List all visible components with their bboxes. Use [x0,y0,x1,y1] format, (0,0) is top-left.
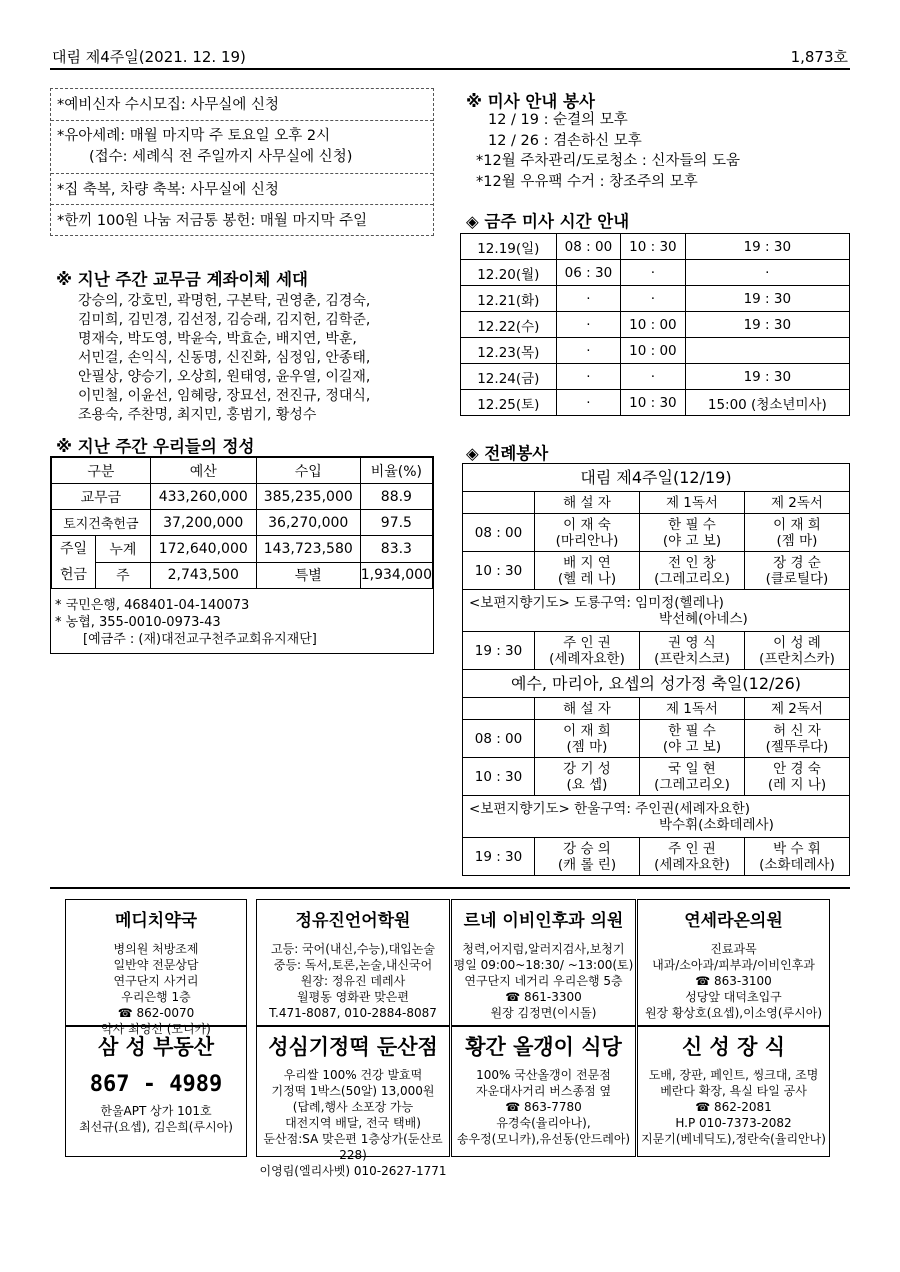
mass-cell: · [556,312,620,338]
altar-table: 대림 제4주일(12/19) 해 설 자 제 1독서 제 2독서 08 : 00 이 재 숙 (마리안나) 한 필 수 (야 고 보) 이 재 희 (젬 마) 10 : 30 배 지 연 (헬 레 나) 전 인 창 (그레고리오) 장 경 순 (클로틸다) <보편지향기도> 도룡구역: 임미정(헬레나) 박선혜(아네스) 19 : 30 주 인 권 (세례자요한) 권 영 식 (프란치스코) 이 성 례 (프란치스카) 예수, 마리아, 요셉의 성가정 축일(12/26) 해 설 자 제 1독서 제 2독서 08 : 00 이 재 희 (젬 마) 한 필 수 (야 고 보) 허 신 자 (젤뚜루다) 10 : 30 강 기 성 (요 셉) 국 일 현 (그레고리오) 안 경 숙 (레 지 나) <보편지향기도> 한울구역: 주인권(세례자요한) 박수휘(소화데레사) 19 : 30 강 승 의 (캐 롤 린) 주 인 권 (세례자요한) 박 수 휘 (소화데레사) [462,463,850,876]
service-list: 12 / 19 : 순결의 모후 12 / 26 : 겸손하신 모후 *12월 주차관리/도로청소 : 신자들의 도움 *12월 우유팩 수거 : 창조주의 모후 [476,112,741,190]
ad-title: 르네 이비인후과 의원 [463,911,624,931]
page-header [50,44,850,70]
transfer-title: ※ 지난 주간 교무금 계좌이체 세대 [56,270,308,289]
mass-cell: 10 : 30 [621,390,685,416]
ad-line: 우리은행 1층 [121,990,191,1004]
notice-item: *한끼 100원 나눔 저금통 봉헌: 매월 마지막 주일 [57,213,368,229]
mass-cell: 06 : 30 [556,260,620,286]
ad-line: ☎ 861-3300 [505,990,582,1004]
ad-line: 진료과목 [710,942,757,956]
ad-line: 중등: 독서,토론,논술,내신국어 [273,958,433,972]
transfer-names: 강승의, 강호민, 곽명헌, 구본탁, 권영춘, 김경숙, 김미희, 김민경, 김선정, 김승래, 김지헌, 김학준, 명재숙, 박도영, 박윤숙, 박효순, 배지연, 박훈, 서민걸, 손익식, 신동명, 신진화, 심정임, 안종태, 안필상, 양승기, 오상희, 원태영, 윤우열, 이길재, 이민철, 이윤선, 임혜랑, 장묘선, 전진규, 정대식, 조용숙, 주찬명, 최지민, 홍범기, 황성수 [78,293,371,423]
mass-cell: 12.21(화) [461,286,557,312]
ad-line: 지문기(베네딕도),정란숙(율리안나) [641,1132,826,1146]
ad-line: ☎ 862-2081 [695,1100,772,1114]
mass-cell: 12.19(일) [461,234,557,260]
ad-title: 삼 성 부동산 [97,1035,215,1059]
ad-box [637,1026,830,1157]
ad-box [256,1026,450,1178]
mass-row [461,286,850,312]
ad-line: 월평동 영화관 맞은편 [297,990,409,1004]
notice-item: *집 축복, 차량 축복: 사무실에 신청 [51,174,433,205]
ad-line: 우리쌀 100% 건강 발효떡 [283,1068,423,1082]
mass-cell: 10 : 30 [621,234,685,260]
ad-line: 원장 황상호(요셉),이소영(루시아) [644,1006,823,1020]
mass-row [461,234,850,260]
mass-title: ◈ 금주 미사 시간 안내 [466,212,630,231]
offering-title: ※ 지난 주간 우리들의 정성 [56,437,255,456]
mass-cell: 12.22(수) [461,312,557,338]
ad-title: 메디치약국 [114,911,198,931]
ad-title: 정유진언어학원 [295,911,411,931]
ad-line: 일반약 전문상담 [113,958,199,972]
mass-cell: · [621,286,685,312]
ad-line: 병의원 처방조제 [113,942,199,956]
mass-cell: 10 : 00 [621,338,685,364]
ad-title: 황간 올갱이 식당 [465,1035,622,1059]
mass-cell: 12.20(월) [461,260,557,286]
ad-line: 내과/소아과/피부과/이비인후과 [652,958,815,972]
ad-line: 도배, 장판, 페인트, 씽크대, 조명 [648,1068,819,1082]
mass-row [461,390,850,416]
ad-line: 베란다 확장, 욕실 타일 공사 [660,1084,807,1098]
mass-row [461,260,850,286]
mass-row [461,338,850,364]
mass-cell: 12.23(목) [461,338,557,364]
offering-table: 구분 예산 수입 비율(%) 교무금 433,260,000 385,235,000 88.9 토지건축헌금 37,200,000 36,270,000 97.5 주일 헌금 누계 172,640,000 143,723,580 83.3 주 2,743,500 특별 1,934,000 [51,457,433,589]
ad-line: 청력,어지럼,알러지검사,보청기 [462,942,625,956]
issue-number: 1,873호 [790,48,848,66]
mass-cell: 12.24(금) [461,364,557,390]
mass-cell: 19 : 30 [685,312,849,338]
ad-line: 연구단지 네거리 우리은행 5층 [464,974,623,988]
ad-line: 약사 최영선 (모니카) [101,1022,211,1036]
altar-title: ◈ 전례봉사 [466,444,549,463]
notice-box [50,88,434,236]
mass-cell: 19 : 30 [685,234,849,260]
mass-cell: 19 : 30 [685,286,849,312]
ad-box [65,899,247,1036]
mass-cell: · [621,260,685,286]
ad-line: 최선규(요셉), 김은희(루시아) [79,1120,233,1134]
ad-line: 이영림(엘리사벳) 010-2627-1771 [259,1164,447,1178]
ad-line: 둔산점:SA 맞은편 1층상가(둔산로 228) [263,1132,443,1162]
ad-line: ☎ 863-7780 [505,1100,582,1114]
mass-cell: 19 : 30 [685,364,849,390]
ad-line: H.P 010-7373-2082 [675,1116,792,1130]
ad-line: T.471-8087, 010-2884-8087 [269,1006,437,1020]
bank-notes: * 국민은행, 468401-04-140073 * 농협, 355-0010-0973-43 [예금주 : (재)대전교구천주교회유지재단] [55,598,317,647]
ad-line: 대전지역 배달, 전국 택배) [285,1116,421,1130]
issue-date: 대림 제4주일(2021. 12. 19) [52,48,246,66]
mass-cell: · [556,338,620,364]
mass-cell: 10 : 00 [621,312,685,338]
ad-line: 평일 09:00~18:30/ ~13:00(토) [453,958,634,972]
ads-divider [50,887,850,889]
ad-line: 고등: 국어(내신,수능),대입논술 [271,942,435,956]
mass-row [461,364,850,390]
ad-line: 867 - 4989 [89,1072,223,1097]
mass-table [460,233,850,416]
ad-line: 원장 김정면(이시돌) [490,1006,597,1020]
ad-box [637,899,830,1026]
ad-line: 한울APT 상가 101호 [100,1104,212,1118]
ad-line: ☎ 863-3100 [695,974,772,988]
notice-item: *유아세례: 매월 마지막 주 토요일 오후 2시 (접수: 세례식 전 주일까지 사무실에 신청) [51,121,433,174]
mass-cell: · [685,260,849,286]
ad-line: 성당앞 대덕초입구 [685,990,782,1004]
ad-line: 송우정(모니카),유선동(안드레아) [456,1132,631,1146]
ad-line: 원장: 정유진 데레사 [300,974,406,988]
mass-cell: 15:00 (청소년미사) [685,390,849,416]
ad-line: 100% 국산올갱이 전문점 [476,1068,611,1082]
ad-line: 유경숙(율리아나), [496,1116,591,1130]
mass-cell: · [621,364,685,390]
ad-title: 성심기정떡 둔산점 [268,1035,438,1059]
mass-cell: · [556,364,620,390]
ad-line: 자운대사거리 버스종점 옆 [475,1084,612,1098]
ad-title: 연세라온의원 [684,911,783,931]
ad-box [256,899,450,1026]
service-title: ※ 미사 안내 봉사 [466,92,595,111]
mass-cell: 08 : 00 [556,234,620,260]
ad-line: 연구단지 사거리 [113,974,199,988]
notice-item: *예비신자 수시모집: 사무실에 신청 [51,89,433,121]
ad-line: 기정떡 1박스(50알) 13,000원 [271,1084,435,1098]
ad-line: (답례,행사 소포장 가능 [292,1100,414,1114]
mass-cell [685,338,849,364]
mass-cell: 12.25(토) [461,390,557,416]
mass-cell: · [556,286,620,312]
ad-line: ☎ 862-0070 [117,1006,195,1020]
mass-cell: · [556,390,620,416]
ad-box [451,899,636,1026]
ad-title: 신 성 장 식 [681,1035,786,1059]
ad-box [451,1026,636,1157]
mass-row [461,312,850,338]
ad-box [65,1026,247,1157]
